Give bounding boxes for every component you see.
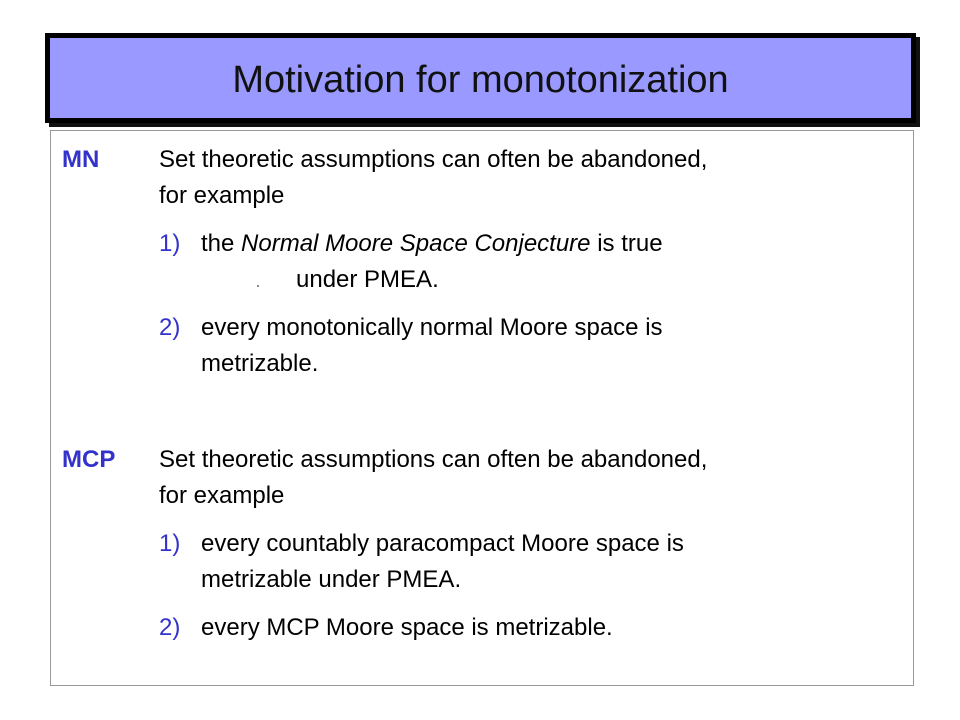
- section-mcp-item1-text: every countably paracompact Moore space is: [201, 530, 684, 557]
- section-tag-mn: MN: [62, 146, 100, 173]
- section-mn-lead-line1: Set theoretic assumptions can often be abandoned,: [159, 146, 708, 173]
- section-mcp-item2-text: every MCP Moore space is metrizable.: [201, 614, 613, 641]
- section-mcp-lead-line1: Set theoretic assumptions can often be abandoned,: [159, 446, 708, 473]
- content-box: [50, 130, 914, 686]
- section-mn-item1-number: 1): [159, 230, 181, 257]
- section-mn-item2-text: every monotonically normal Moore space is: [201, 314, 663, 341]
- section-mn-lead-line2: for example: [159, 182, 285, 209]
- section-mn-item1-text: [201, 229, 663, 259]
- slide-title: Motivation for monotonization: [232, 58, 729, 101]
- section-mcp-item1-line2: metrizable under PMEA.: [201, 566, 462, 593]
- section-mcp-item1-number: 1): [159, 530, 181, 557]
- item1-text-pre: the: [201, 230, 242, 257]
- section-mcp-item2-number: 2): [159, 614, 181, 641]
- section-mn-item2-line2: metrizable.: [201, 350, 319, 377]
- slide-title-box: [45, 33, 916, 123]
- section-mn-item2-number: 2): [159, 314, 181, 341]
- stray-dot: [257, 285, 259, 287]
- section-mn-item1-line2: under PMEA.: [296, 266, 439, 293]
- item1-text-post: is true: [590, 230, 663, 257]
- section-mcp-lead-line2: for example: [159, 482, 285, 509]
- section-tag-mcp: MCP: [62, 446, 116, 473]
- item1-text-emphasis: Normal Moore Space Conjecture: [241, 230, 591, 257]
